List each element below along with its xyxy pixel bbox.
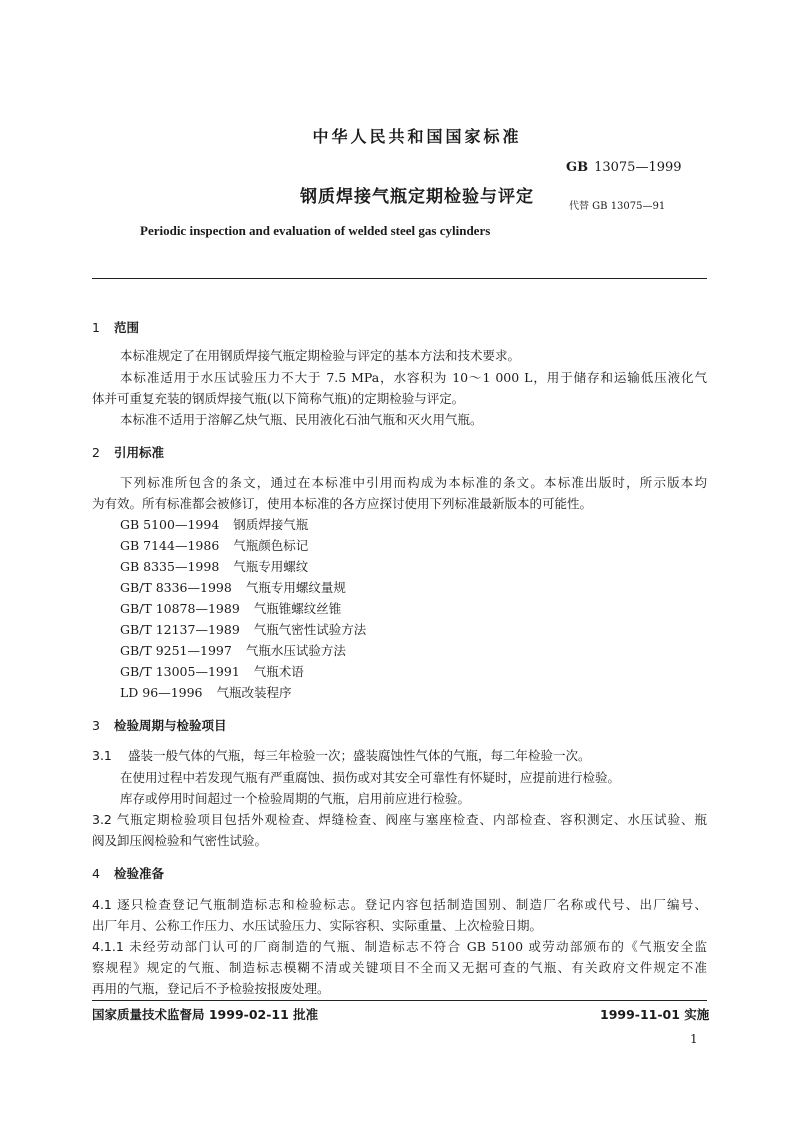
document-title: 钢质焊接气瓶定期检验与评定: [300, 187, 534, 207]
reference-title: 气瓶锥螺纹丝锥: [253, 601, 342, 616]
reference-title: 气瓶水压试验方法: [245, 643, 346, 658]
reference-title: 气瓶改装程序: [216, 685, 292, 700]
reference-item: [120, 641, 346, 659]
clause-number: 3.1: [92, 748, 112, 763]
section-title: 检验周期与检验项目: [114, 718, 227, 733]
paragraph-line: 察规程》规定的气瓶、制造标志模糊不清或关键项目不全而又无据可查的气瓶、有关政府文件规定不准: [92, 960, 707, 975]
reference-item: [120, 683, 292, 701]
section-number: 4: [92, 866, 100, 881]
section-title: 范围: [114, 320, 140, 335]
reference-title: 气瓶气密性试验方法: [253, 622, 367, 637]
page-number: 1: [690, 1032, 698, 1046]
paragraph-line: 本标准不适用于溶解乙炔气瓶、民用液化石油气瓶和灭火用气瓶。: [120, 412, 483, 427]
footer-divider: [92, 1000, 707, 1001]
reference-item: [120, 536, 308, 554]
clause-3-1: [92, 746, 591, 764]
implementation-date: 1999-11-01 实施: [600, 1007, 710, 1022]
reference-code: GB 5100—1994: [120, 517, 220, 532]
paragraph-line: 体并可重复充装的钢质焊接气瓶(以下简称气瓶)的定期检验与评定。: [92, 391, 465, 406]
paragraph-line: 为有效。所有标准都会被修订，使用本标准的各方应探讨使用下列标准最新版本的可能性。: [92, 496, 593, 511]
reference-code: LD 96—1996: [120, 685, 203, 700]
paragraph-line: 出厂年月、公称工作压力、水压试验压力、实际容积、实际重量、上次检验日期。: [92, 918, 543, 933]
paragraph-line: 再用的气瓶，登记后不予检验按报废处理。: [92, 981, 330, 996]
reference-code: GB 8335—1998: [120, 559, 220, 574]
reference-item: [120, 578, 346, 596]
replaces-note: 代替 GB 13075—91: [569, 201, 666, 212]
header-divider: [92, 278, 707, 279]
section-title: 检验准备: [114, 866, 165, 881]
paragraph-line: 本标准适用于水压试验压力不大于 7.5 MPa，水容积为 10～1 000 L，用于储存和运输低压液化气: [120, 370, 707, 385]
clause-text: 逐只检查登记气瓶制造标志和检验标志。登记内容包括制造国别、制造厂名称或代号、出厂编号、: [117, 897, 707, 912]
reference-title: 气瓶术语: [253, 664, 304, 679]
approval-note: 国家质量技术监督局 1999-02-11 批准: [92, 1007, 319, 1022]
national-standard-heading: 中华人民共和国国家标准: [312, 127, 522, 146]
reference-title: 钢质焊接气瓶: [233, 517, 309, 532]
section-title: 引用标准: [114, 445, 165, 460]
reference-item: [120, 620, 366, 638]
section-2-heading: [92, 443, 164, 461]
paragraph-line: 库存或停用时间超过一个检验周期的气瓶，启用前应进行检验。: [120, 791, 471, 806]
reference-code: GB/T 8336—1998: [120, 580, 232, 595]
clause-number: 4.1.1: [92, 939, 124, 954]
reference-item: [120, 515, 308, 533]
paragraph-line: 下列标准所包含的条文，通过在本标准中引用而构成为本标准的条文。本标准出版时，所示版本均: [120, 475, 707, 490]
paragraph-line: 阀及卸压阀检验和气密性试验。: [92, 833, 268, 848]
section-3-heading: [92, 716, 227, 734]
section-1-heading: [92, 318, 139, 336]
clause-number: 4.1: [92, 897, 112, 912]
standard-number: [566, 160, 682, 175]
section-4-heading: [92, 864, 164, 882]
clause-number: 3.2: [92, 812, 112, 827]
clause-3-2: [92, 810, 707, 828]
reference-code: GB/T 10878—1989: [120, 601, 240, 616]
paragraph-line: 在使用过程中若发现气瓶有严重腐蚀、损伤或对其安全可靠性有怀疑时，应提前进行检验。: [120, 770, 621, 785]
reference-code: GB 7144—1986: [120, 538, 220, 553]
section-number: 2: [92, 445, 100, 460]
clause-text: 气瓶定期检验项目包括外观检查、焊缝检查、阀座与塞座检查、内部检查、容积测定、水压试验、瓶: [116, 812, 707, 827]
clause-4-1-1: [92, 937, 707, 955]
reference-title: 气瓶专用螺纹: [233, 559, 309, 574]
standard-prefix: GB: [566, 160, 589, 175]
standard-number-value: 13075—1999: [594, 160, 682, 175]
clause-4-1: [92, 895, 707, 913]
english-title: Periodic inspection and evaluation of welded steel gas cylinders: [140, 223, 491, 238]
reference-item: [120, 557, 308, 575]
paragraph-line: 本标准规定了在用钢质焊接气瓶定期检验与评定的基本方法和技术要求。: [120, 348, 521, 363]
reference-title: 气瓶专用螺纹量规: [245, 580, 346, 595]
reference-item: [120, 599, 341, 617]
reference-code: GB/T 13005—1991: [120, 664, 240, 679]
clause-text: 盛装一般气体的气瓶，每三年检验一次；盛装腐蚀性气体的气瓶，每二年检验一次。: [128, 748, 591, 763]
reference-code: GB/T 9251—1997: [120, 643, 232, 658]
reference-title: 气瓶颜色标记: [233, 538, 309, 553]
clause-text: 未经劳动部门认可的厂商制造的气瓶、制造标志不符合 GB 5100 或劳动部颁布的《气瓶安全监: [129, 939, 707, 954]
reference-code: GB/T 12137—1989: [120, 622, 240, 637]
reference-item: [120, 662, 304, 680]
section-number: 3: [92, 718, 100, 733]
section-number: 1: [92, 320, 100, 335]
